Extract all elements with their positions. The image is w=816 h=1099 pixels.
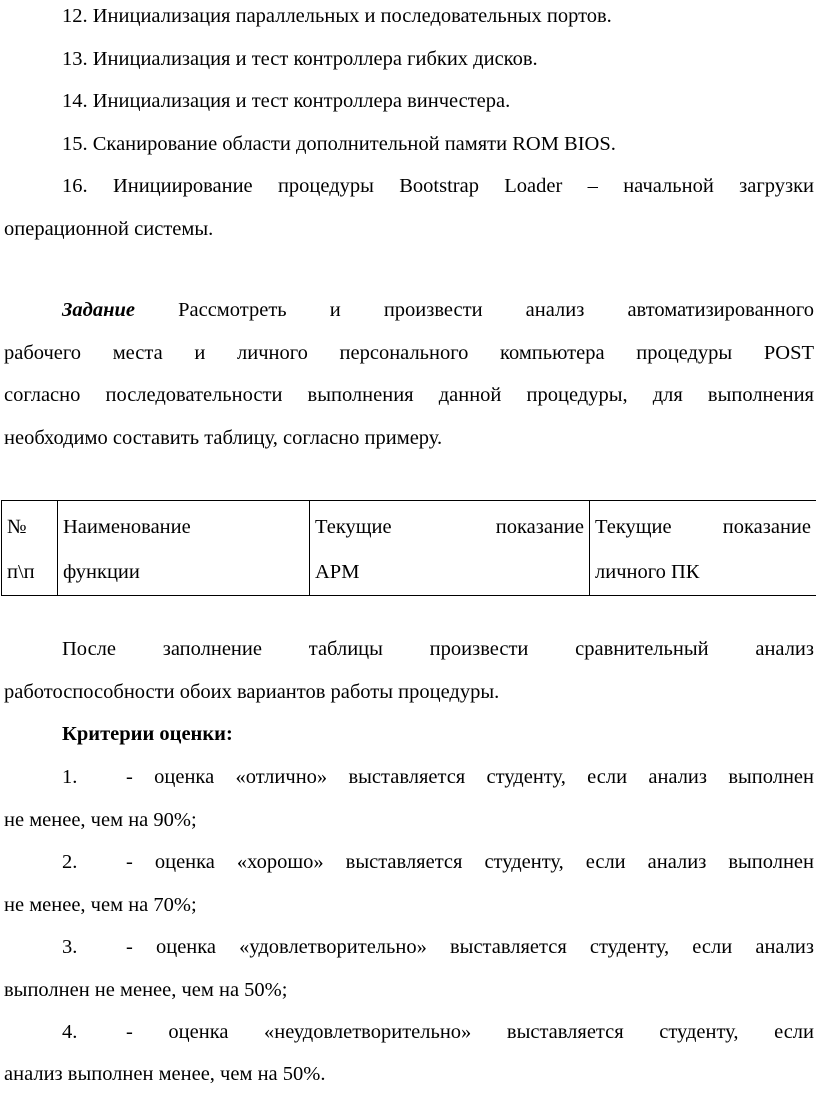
list-item-13: 13. Инициализация и тест контроллера гибких дисков. [62,48,538,70]
criteria-item-3-line1 [4,935,814,959]
list-item-16-line1: 16. Инициирование процедуры Bootstrap Loader – начальной загрузки [62,175,814,197]
header-function-line2: функции [63,561,140,583]
list-item-12: 12. Инициализация параллельных и последовательных портов. [62,5,612,27]
after-paragraph-line2: работоспособности обоих вариантов работы процедуры. [4,681,500,703]
criteria-item-4-text: - оценка «неудовлетворительно» выставляется студенту, если [126,1021,814,1043]
criteria-item-4-number: 4. [62,1021,78,1043]
task-text-line1: Рассмотреть и произвести анализ автоматизированного [178,299,815,321]
header-function-line1: Наименование [63,516,191,538]
criteria-item-2-line1 [4,850,814,874]
table-header-function [58,501,310,596]
criteria-item-2-line2: не менее, чем на 70%; [4,894,197,916]
header-number-line2: п\п [7,561,35,583]
criteria-item-3-number: 3. [62,936,78,958]
task-paragraph-line3: согласно последовательности выполнения данной процедуры, для выполнения [4,384,814,406]
list-item-16-line2: операционной системы. [4,218,214,240]
header-pc-line2: личного ПК [595,561,700,583]
criteria-item-4-line2: анализ выполнен менее, чем на 50%. [4,1063,326,1085]
header-number-line1: № [7,516,27,538]
criteria-item-3-text: - оценка «удовлетворительно» выставляется студенту, если анализ [126,936,814,958]
criteria-item-1-number: 1. [62,766,78,788]
task-label: Задание [62,299,135,321]
criteria-heading: Критерии оценки: [62,723,233,745]
criteria-item-4-line1 [4,1020,814,1044]
task-paragraph-line1 [4,298,814,322]
criteria-item-1-line2: не менее, чем на 90%; [4,809,197,831]
table-row [2,501,816,596]
task-paragraph-line2: рабочего места и личного персонального компьютера процедуры POST [4,342,814,364]
list-item-15: 15. Сканирование области дополнительной памяти ROM BIOS. [62,133,616,155]
criteria-item-1-line1 [4,765,814,789]
table-header-arm [310,501,590,596]
criteria-item-1-text: - оценка «отлично» выставляется студенту, если анализ выполнен [126,766,814,788]
criteria-item-2-text: - оценка «хорошо» выставляется студенту, если анализ выполнен [126,851,814,873]
header-arm-line1: Текущие показание [315,516,584,538]
table-header-pc [590,501,816,596]
task-paragraph-line4: необходимо составить таблицу, согласно примеру. [4,427,443,449]
criteria-item-2-number: 2. [62,851,78,873]
header-arm-line2: АРМ [315,561,360,583]
list-item-14: 14. Инициализация и тест контроллера винчестера. [62,90,511,112]
table-header-number [2,501,58,596]
after-paragraph-line1: После заполнение таблицы произвести сравнительный анализ [62,638,814,660]
header-pc-line1: Текущие показание [595,516,811,538]
criteria-item-3-line2: выполнен не менее, чем на 50%; [4,979,288,1001]
post-comparison-table [1,500,816,596]
